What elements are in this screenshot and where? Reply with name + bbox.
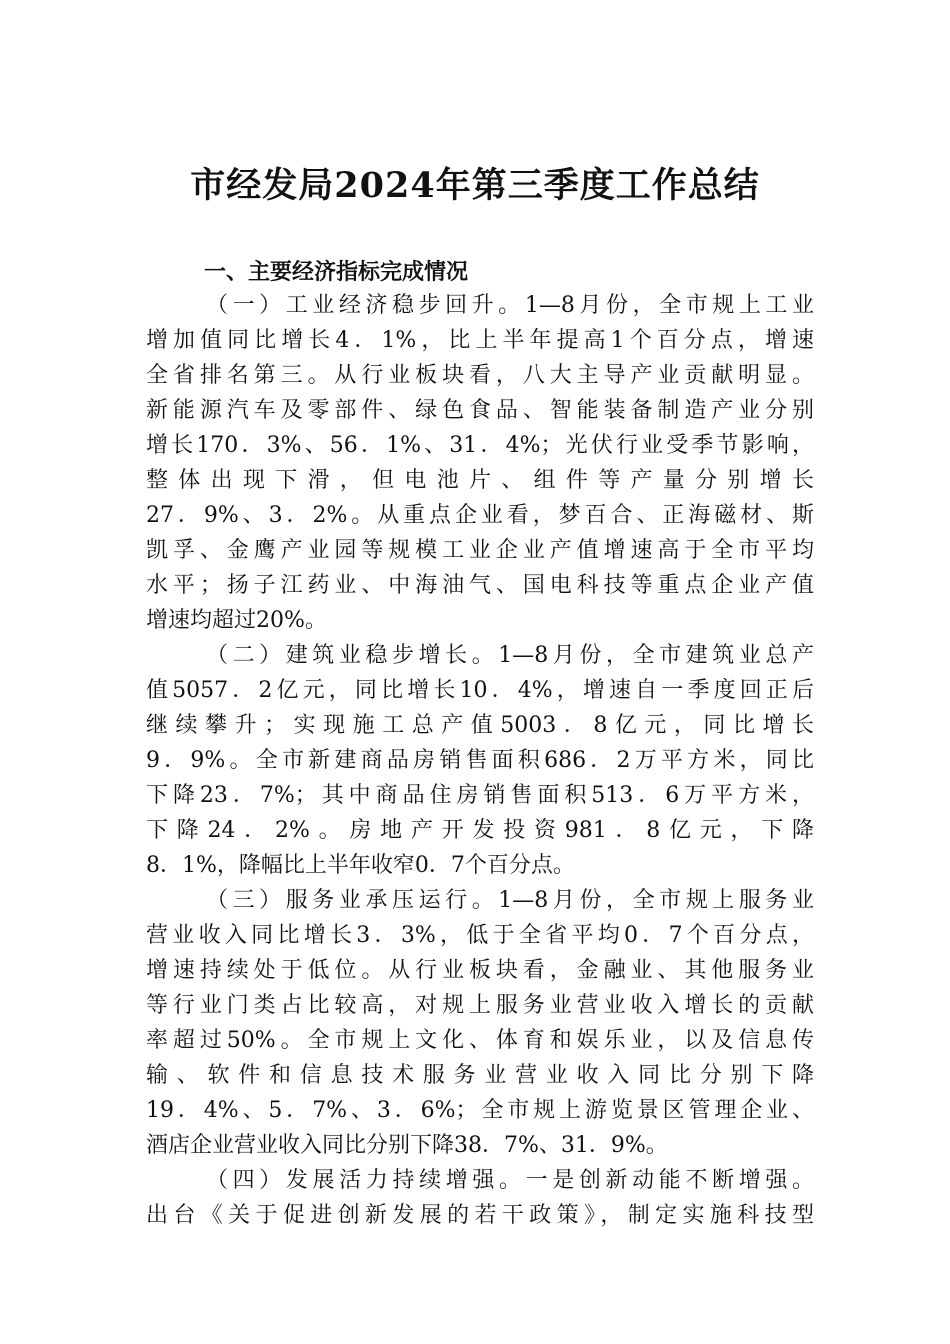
paragraph-line: 输、软件和信息技术服务业营业收入同比分别下降 — [146, 1063, 814, 1088]
paragraph-line: 27．9%、3．2%。从重点企业看，梦百合、正海磁材、斯 — [146, 503, 814, 528]
paragraph-line: 增速持续处于低位。从行业板块看，金融业、其他服务业 — [146, 958, 814, 983]
paragraph-line: 酒店企业营业收入同比分别下降38．7%、31．9%。 — [146, 1133, 668, 1158]
paragraph-vitality — [146, 1163, 814, 1233]
paragraph-line: 增速均超过20%。 — [146, 608, 327, 633]
paragraph-line: 8．1%，降幅比上半年收窄0．7个百分点。 — [146, 853, 575, 878]
paragraph-line: 等行业门类占比较高，对规上服务业营业收入增长的贡献 — [146, 993, 814, 1018]
paragraph-construction — [146, 638, 814, 883]
paragraph-line: （二）建筑业稳步增长。1—8月份，全市建筑业总产 — [206, 643, 814, 668]
paragraph-line: 增加值同比增长4．1%，比上半年提高1个百分点，增速 — [146, 328, 814, 353]
paragraph-line: 19．4%、5．7%、3．6%；全市规上游览景区管理企业、 — [146, 1098, 814, 1123]
section-heading: 一、主要经济指标完成情况 — [204, 260, 469, 285]
paragraph-services — [146, 883, 814, 1163]
paragraph-line: （一）工业经济稳步回升。1—8月份，全市规上工业 — [206, 293, 814, 318]
paragraph-line: 全省排名第三。从行业板块看，八大主导产业贡献明显。 — [146, 363, 814, 388]
paragraph-line: 下降24．2%。房地产开发投资981．8亿元，下降 — [146, 818, 814, 843]
paragraph-line: 营业收入同比增长3．3%，低于全省平均0．7个百分点， — [146, 923, 814, 948]
paragraph-line: 率超过50%。全市规上文化、体育和娱乐业，以及信息传 — [146, 1028, 814, 1053]
paragraph-line: 新能源汽车及零部件、绿色食品、智能装备制造产业分别 — [146, 398, 814, 423]
paragraph-industry — [146, 288, 814, 638]
paragraph-line: 增长170．3%、56．1%、31．4%；光伏行业受季节影响， — [146, 433, 814, 458]
paragraph-line: （四）发展活力持续增强。一是创新动能不断增强。 — [206, 1168, 814, 1193]
paragraph-line: 9．9%。全市新建商品房销售面积686．2万平方米，同比 — [146, 748, 814, 773]
paragraph-line: 下降23．7%；其中商品住房销售面积513．6万平方米， — [146, 783, 814, 808]
paragraph-line: 水平；扬子江药业、中海油气、国电科技等重点企业产值 — [146, 573, 814, 598]
paragraph-line: （三）服务业承压运行。1—8月份，全市规上服务业 — [206, 888, 814, 913]
paragraph-line: 值5057．2亿元，同比增长10．4%，增速自一季度回正后 — [146, 678, 814, 703]
paragraph-line: 整体出现下滑，但电池片、组件等产量分别增长 — [146, 468, 814, 493]
paragraph-line: 出台《关于促进创新发展的若干政策》，制定实施科技型 — [146, 1203, 814, 1228]
document-title: 市经发局2024年第三季度工作总结 — [190, 165, 760, 206]
paragraph-line: 继续攀升；实现施工总产值5003．8亿元，同比增长 — [146, 713, 814, 738]
document-body — [146, 288, 814, 1233]
paragraph-line: 凯孚、金鹰产业园等规模工业企业产值增速高于全市平均 — [146, 538, 814, 563]
